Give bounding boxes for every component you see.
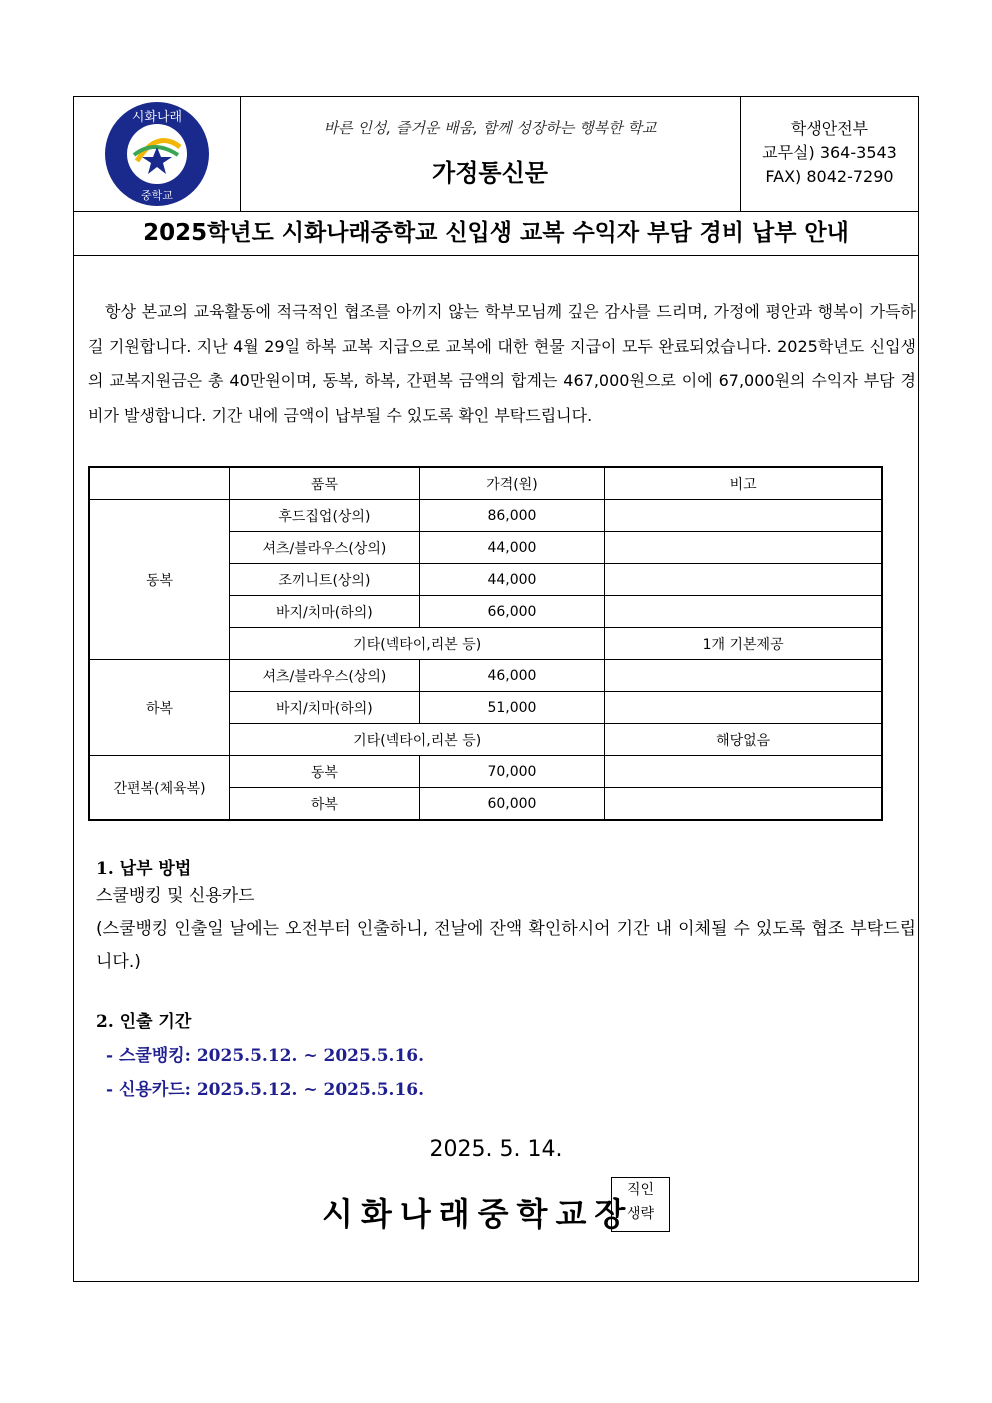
- item-cell: 조끼니트(상의): [230, 564, 420, 596]
- table-header-row: [89, 467, 882, 500]
- logo-bottom-text: 중학교: [141, 189, 173, 202]
- category-cell: 하복: [89, 660, 230, 756]
- intro-paragraph: [88, 295, 916, 433]
- document-date: 2025. 5. 14.: [429, 1137, 563, 1162]
- table-header-cell: 비고: [605, 467, 882, 500]
- school-logo: [102, 99, 212, 209]
- price-cell: 66,000: [419, 596, 605, 628]
- item-cell: 바지/치마(하의): [230, 596, 420, 628]
- creditcard-period: - 신용카드: 2025.5.12. ~ 2025.5.16.: [106, 1080, 425, 1100]
- note-cell: [605, 660, 882, 692]
- header-center: [240, 97, 741, 211]
- item-cell: 기타(넥타이,리본 등): [230, 628, 605, 660]
- item-cell: 후드집업(상의): [230, 500, 420, 532]
- document-frame: [73, 96, 919, 1282]
- section2-heading: 2. 인출 기간: [96, 1012, 192, 1032]
- item-cell: 기타(넥타이,리본 등): [230, 724, 605, 756]
- price-cell: 51,000: [419, 692, 605, 724]
- header: [74, 97, 918, 212]
- intro-text: 항상 본교의 교육활동에 적극적인 협조를 아끼지 않는 학부모님께 깊은 감사를 드리며, 가정에 평안과 행복이 가득하길 기원합니다. 지난 4월 29일 하복 교복 지급으로 교복에 대한 현물 지급이 모두 완료되었습니다. 2025학년도 신입생의 교복지원금은 총 40만원이며, 동복, 하복, 간편복 금액의 합계는 467,000원으로 이에 67,000원의 수익자 부담 경비가 발생합니다. 기간 내에 금액이 납부될 수 있도록 확인 부탁드립니다.: [88, 302, 916, 425]
- table-row: [89, 756, 882, 788]
- table-header-cell: 가격(원): [419, 467, 605, 500]
- note-cell: [605, 756, 882, 788]
- seal-line2: 생략: [626, 1206, 655, 1222]
- school-logo-cell: [74, 97, 241, 211]
- category-cell: 동복: [89, 500, 230, 660]
- note-cell: [605, 788, 882, 821]
- seal-omitted-box: [611, 1177, 670, 1232]
- schoolbanking-period: - 스쿨뱅킹: 2025.5.12. ~ 2025.5.16.: [106, 1046, 425, 1066]
- header-contact: [741, 97, 918, 211]
- note-cell: [605, 692, 882, 724]
- price-cell: 44,000: [419, 532, 605, 564]
- price-cell: 60,000: [419, 788, 605, 821]
- newsletter-name: 가정통신문: [432, 159, 548, 187]
- note-cell: [605, 500, 882, 532]
- price-cell: 86,000: [419, 500, 605, 532]
- fax-number: FAX) 8042-7290: [765, 167, 894, 186]
- note-cell: [605, 564, 882, 596]
- note-cell: [605, 532, 882, 564]
- table-row: [89, 660, 882, 692]
- price-cell: 44,000: [419, 564, 605, 596]
- price-table: [88, 466, 883, 821]
- category-cell: 간편복(체육복): [89, 756, 230, 821]
- item-cell: 동복: [230, 756, 420, 788]
- item-cell: 셔츠/블라우스(상의): [230, 532, 420, 564]
- item-cell: 셔츠/블라우스(상의): [230, 660, 420, 692]
- principal-signature: 시화나래중학교장: [322, 1195, 634, 1233]
- payment-note: (스쿨뱅킹 인출일 날에는 오전부터 인출하니, 전날에 잔액 확인하시어 기간 내 이체될 수 있도록 협조 부탁드립니다.): [96, 919, 916, 972]
- note-cell: 해당없음: [605, 724, 882, 756]
- price-cell: 46,000: [419, 660, 605, 692]
- seal-line1: 직인: [626, 1182, 655, 1198]
- table-header-cell: 품목: [230, 467, 420, 500]
- note-cell: 1개 기본제공: [605, 628, 882, 660]
- table-header-cell: [89, 467, 230, 500]
- school-motto: 바른 인성, 즐거운 배움, 함께 성장하는 행복한 학교: [323, 119, 657, 137]
- section1-heading: 1. 납부 방법: [96, 859, 192, 879]
- document-title: 2025학년도 시화나래중학교 신입생 교복 수익자 부담 경비 납부 안내: [74, 211, 918, 256]
- payment-method: 스쿨뱅킹 및 신용카드: [96, 886, 255, 906]
- note-cell: [605, 596, 882, 628]
- logo-top-text: 시화나래: [131, 110, 183, 125]
- price-cell: 70,000: [419, 756, 605, 788]
- item-cell: 바지/치마(하의): [230, 692, 420, 724]
- table-row: [89, 500, 882, 532]
- item-cell: 하복: [230, 788, 420, 821]
- office-phone: 교무실) 364-3543: [762, 143, 897, 162]
- department: 학생안전부: [790, 119, 869, 138]
